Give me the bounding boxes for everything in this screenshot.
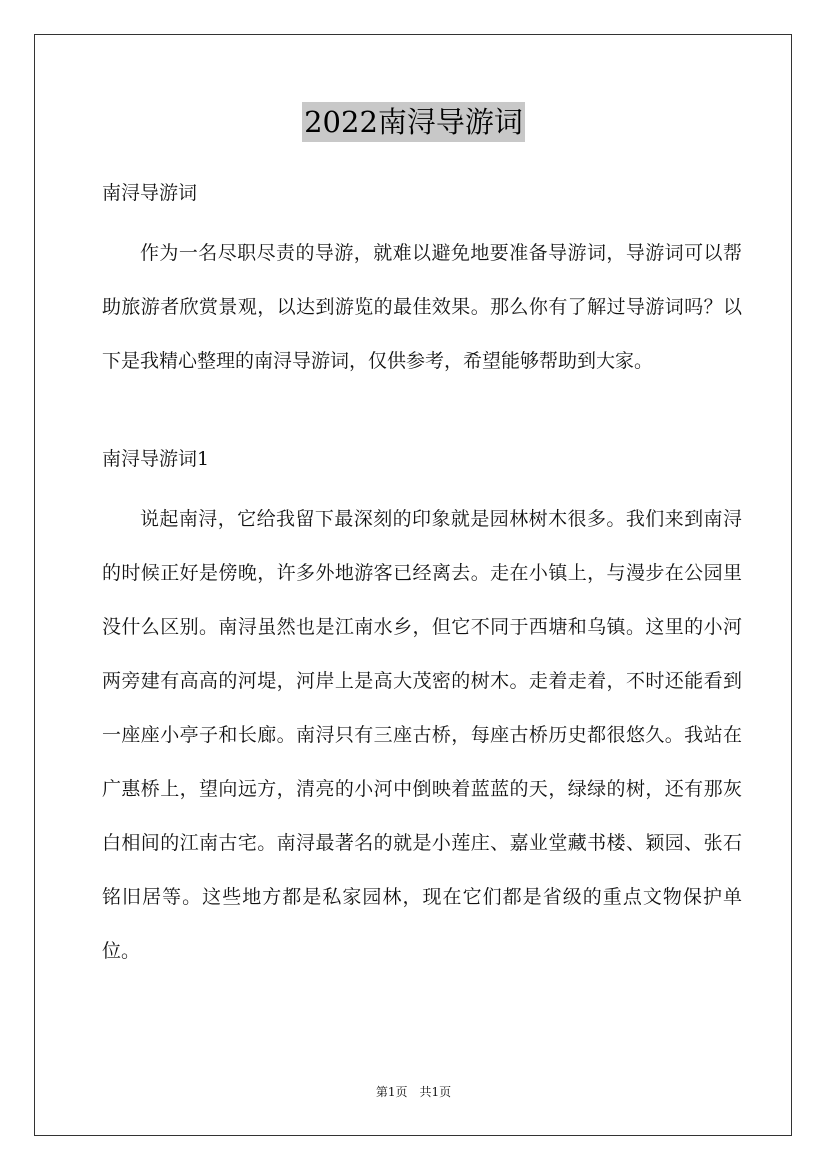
spacer <box>102 216 742 226</box>
document-body <box>102 170 742 978</box>
intro-paragraph: 作为一名尽职尽责的导游，就难以避免地要准备导游词，导游词可以帮助旅游者欣赏景观，以达到游览的最佳效果。那么你有了解过导游词吗？以下是我精心整理的南浔导游词，仅供参考，希望能够帮助到大家。 <box>102 242 742 372</box>
intro-heading: 南浔导游词 <box>102 182 198 204</box>
spacer <box>102 482 742 492</box>
title-container <box>0 102 827 142</box>
document-title: 2022南浔导游词 <box>302 102 525 142</box>
section-heading: 南浔导游词1 <box>102 448 210 470</box>
section-paragraph: 说起南浔，它给我留下最深刻的印象就是园林树木很多。我们来到南浔的时候正好是傍晚，许多外地游客已经离去。走在小镇上，与漫步在公园里没什么区别。南浔虽然也是江南水乡，但它不同于西塘和乌镇。这里的小河两旁建有高高的河堤，河岸上是高大茂密的树木。走着走着，不时还能看到一座座小亭子和长廊。南浔只有三座古桥，每座古桥历史都很悠久。我站在广惠桥上，望向远方，清亮的小河中倒映着蓝蓝的天，绿绿的树，还有那灰白相间的江南古宅。南浔最著名的就是小莲庄、嘉业堂藏书楼、颖园、张石铭旧居等。这些地方都是私家园林，现在它们都是省级的重点文物保护单位。 <box>102 508 742 962</box>
page-footer: 第1页 共1页 <box>375 1085 452 1099</box>
spacer <box>102 388 742 436</box>
